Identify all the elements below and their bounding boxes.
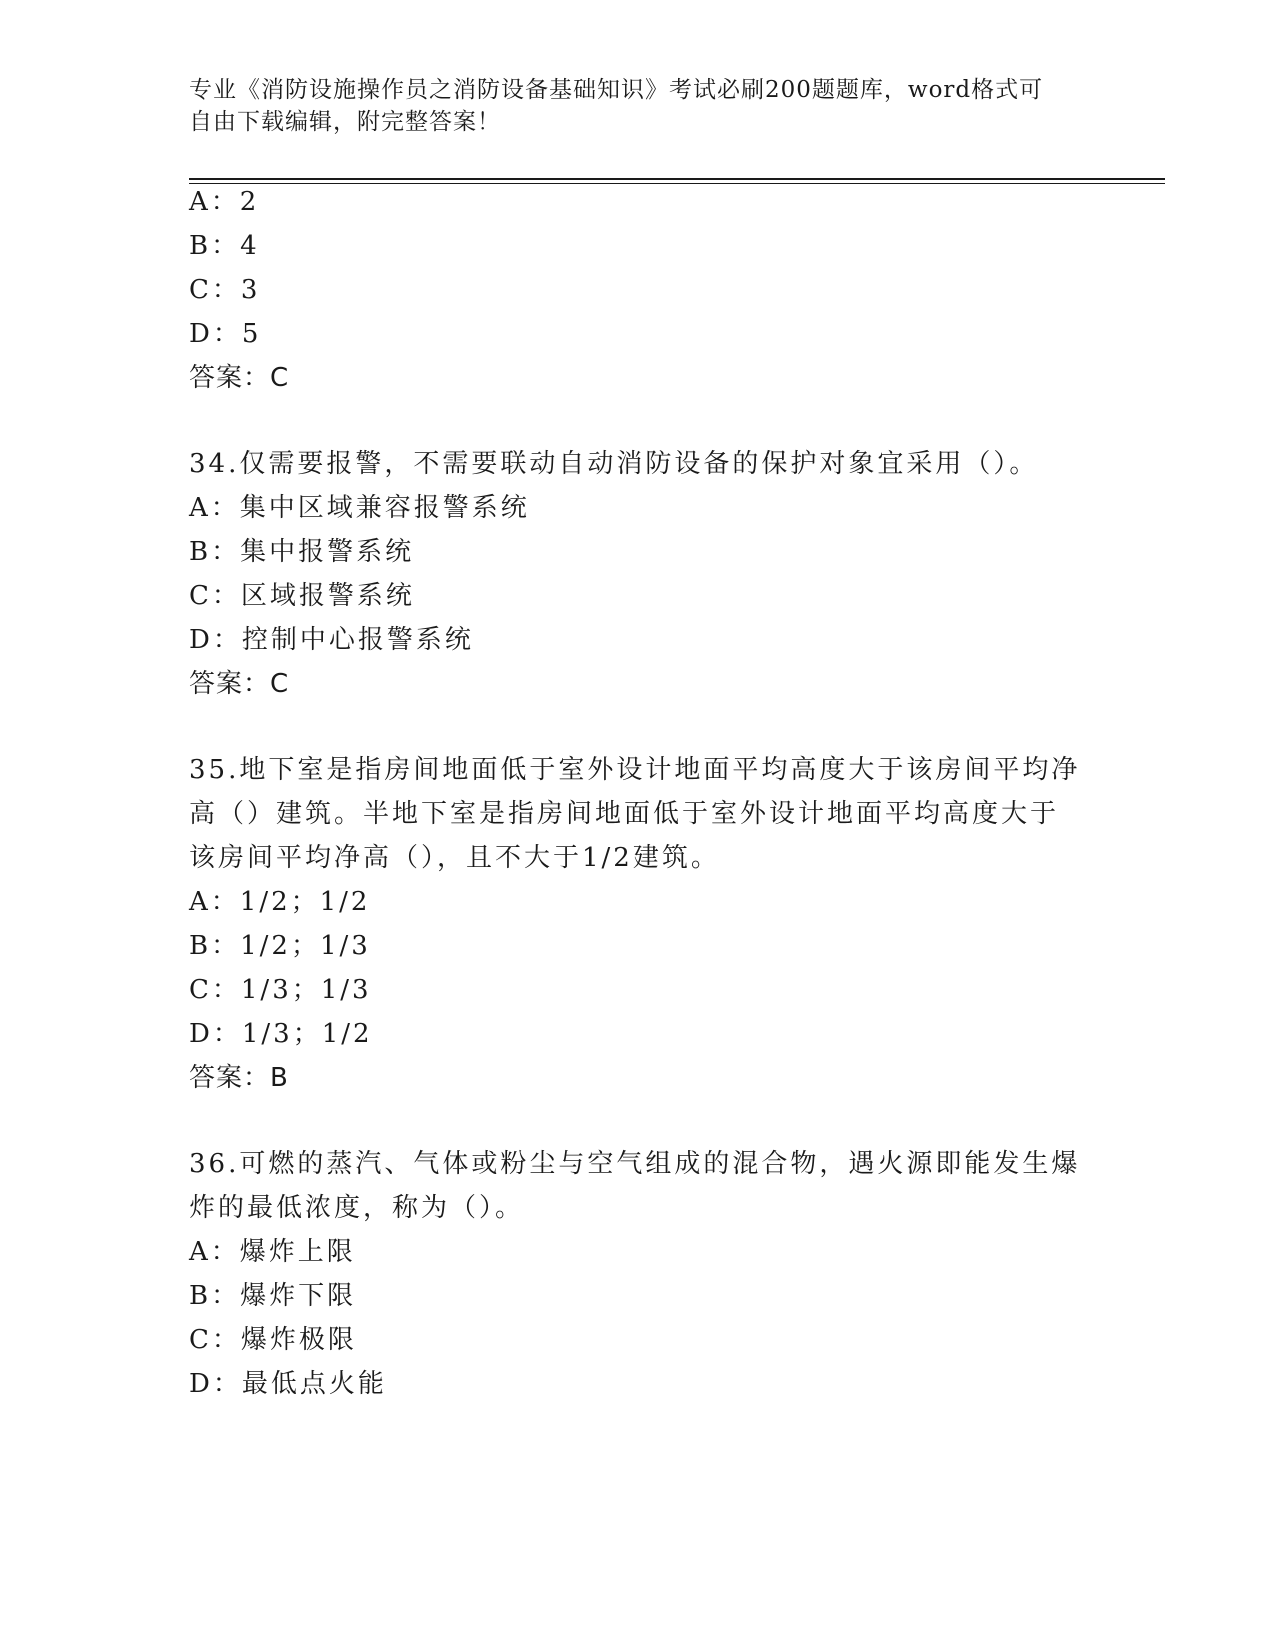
q34-stem: 34.仅需要报警，不需要联动自动消防设备的保护对象宜采用（）。 [189,449,1039,479]
q33-option-a: A：2 [189,187,260,217]
q36-option-b: B：爆炸下限 [189,1281,357,1311]
q35-option-c: C：1/3；1/3 [189,975,372,1005]
q35-stem-line-1: 35.地下室是指房间地面低于室外设计地面平均高度大于该房间平均净 [189,755,1081,785]
q35-stem-line-3: 该房间平均净高（），且不大于1/2建筑。 [189,843,720,873]
q34-option-a: A：集中区域兼容报警系统 [189,493,530,523]
q36-stem-line-1: 36.可燃的蒸汽、气体或粉尘与空气组成的混合物，遇火源即能发生爆 [189,1149,1081,1179]
q36-option-d: D：最低点火能 [189,1369,387,1399]
q34-option-c: C：区域报警系统 [189,581,415,611]
header-divider-thin [189,183,1165,184]
q34-option-b: B：集中报警系统 [189,537,415,567]
q33-option-d: D：5 [189,319,262,349]
q36-stem-line-2: 炸的最低浓度，称为（）。 [189,1193,525,1223]
q35-option-a: A：1/2；1/2 [189,887,371,917]
q34-option-d: D：控制中心报警系统 [189,625,474,655]
document-header [189,74,1089,138]
q35-option-b: B：1/2；1/3 [189,931,371,961]
q33-option-b: B：4 [189,231,260,261]
header-line-2: 自由下载编辑，附完整答案！ [189,109,501,135]
q35-stem-line-2: 高（）建筑。半地下室是指房间地面低于室外设计地面平均高度大于 [189,799,1060,829]
header-line-1: 专业《消防设施操作员之消防设备基础知识》考试必刷200题题库，word格式可 [189,77,1044,103]
q36-option-a: A：爆炸上限 [189,1237,356,1267]
q33-answer: 答案：C [189,363,290,393]
header-divider-thick [189,178,1165,180]
q34-answer: 答案：C [189,669,290,699]
q35-option-d: D：1/3；1/2 [189,1019,373,1049]
q33-option-c: C：3 [189,275,261,305]
q36-option-c: C：爆炸极限 [189,1325,357,1355]
q35-answer: 答案：B [189,1063,289,1093]
